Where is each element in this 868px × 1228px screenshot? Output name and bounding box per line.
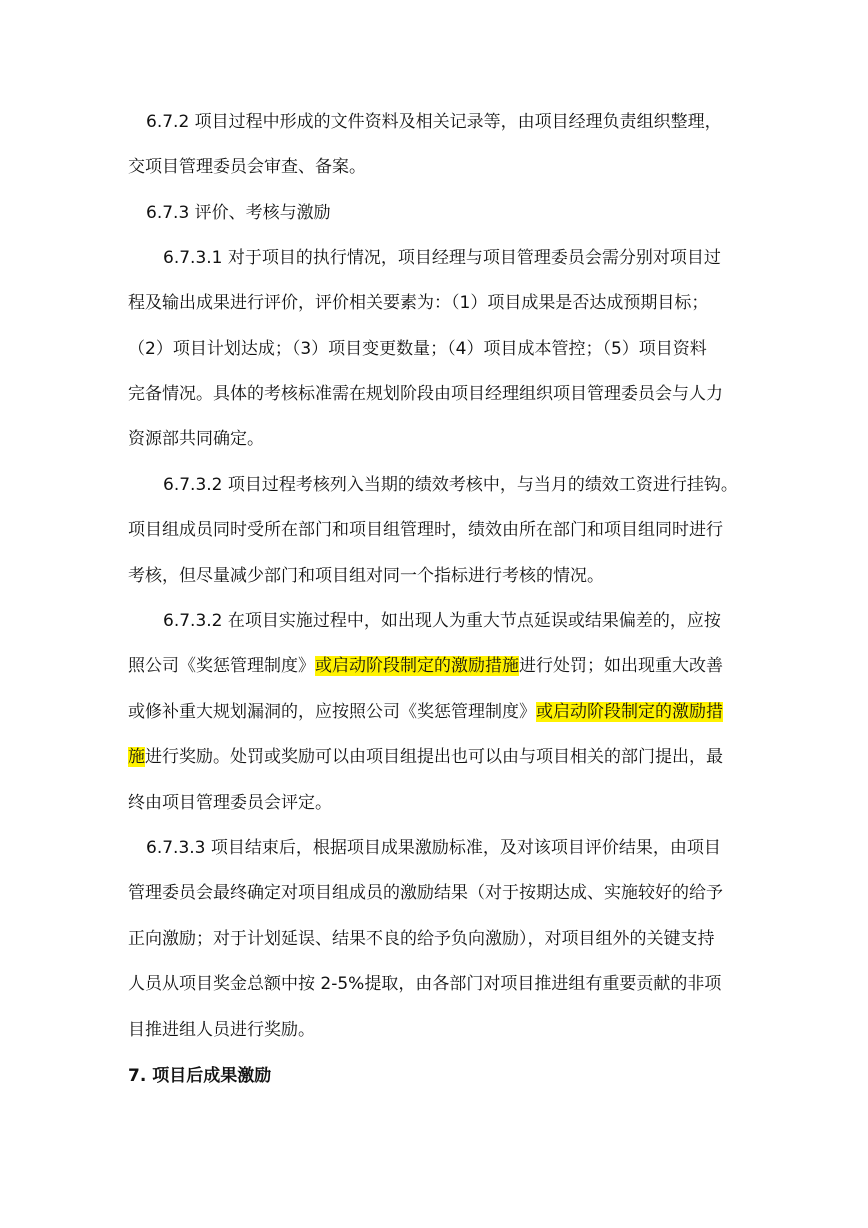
text-line xyxy=(128,155,366,179)
text-segment: （2）项目计划达成；（3）项目变更数量；（4）项目成本管控；（5）项目资料 xyxy=(128,339,707,359)
text-segment: 6.7.3 评价、考核与激励 xyxy=(146,203,331,223)
text-segment: 管理委员会最终确定对项目组成员的激励结果（对于按期达成、实施较好的给予 xyxy=(128,883,723,903)
text-line xyxy=(146,110,722,134)
text-line xyxy=(128,291,708,315)
highlighted-text: 或启动阶段制定的激励措 xyxy=(536,702,723,722)
text-segment: 考核，但尽量减少部门和项目组对同一个指标进行考核的情况。 xyxy=(128,566,604,586)
text-segment: 终由项目管理委员会评定。 xyxy=(128,793,332,813)
text-line xyxy=(163,473,738,497)
highlighted-text: 或启动阶段制定的激励措施 xyxy=(315,656,519,676)
text-segment: 6.7.3.1 对于项目的执行情况，项目经理与项目管理委员会需分别对项目过 xyxy=(163,248,721,268)
text-segment: 6.7.2 项目过程中形成的文件资料及相关记录等，由项目经理负责组织整理， xyxy=(146,112,722,132)
text-segment: 正向激励；对于计划延误、结果不良的给予负向激励），对项目组外的关键支持 xyxy=(128,929,715,949)
text-line xyxy=(128,564,604,588)
text-line xyxy=(128,1018,315,1042)
text-line xyxy=(163,609,721,633)
text-line xyxy=(128,881,723,905)
text-line xyxy=(128,972,721,996)
text-line xyxy=(128,382,723,406)
text-line xyxy=(128,337,707,361)
text-segment: 6.7.3.3 项目结束后，根据项目成果激励标准，及对该项目评价结果，由项目 xyxy=(146,838,721,858)
text-line xyxy=(128,700,723,724)
text-line xyxy=(128,745,723,769)
text-line xyxy=(128,427,264,451)
text-segment: 6.7.3.2 项目过程考核列入当期的绩效考核中，与当月的绩效工资进行挂钩。 xyxy=(163,475,738,495)
text-segment: 目推进组人员进行奖励。 xyxy=(128,1020,315,1040)
text-line xyxy=(146,836,721,860)
text-segment: 资源部共同确定。 xyxy=(128,429,264,449)
text-segment: 照公司《奖惩管理制度》 xyxy=(128,656,315,676)
text-line xyxy=(128,518,723,542)
text-line xyxy=(128,654,723,678)
text-segment: 人员从项目奖金总额中按 2-5%提取，由各部门对项目推进组有重要贡献的非项 xyxy=(128,974,722,994)
text-segment: 程及输出成果进行评价，评价相关要素为：（1）项目成果是否达成预期目标； xyxy=(128,293,709,313)
text-segment: 进行处罚；如出现重大改善 xyxy=(519,656,723,676)
text-line xyxy=(146,201,331,225)
text-segment: 交项目管理委员会审查、备案。 xyxy=(128,157,366,177)
text-line xyxy=(163,246,721,270)
text-line xyxy=(128,791,332,815)
text-segment: 6.7.3.2 在项目实施过程中，如出现人为重大节点延误或结果偏差的，应按 xyxy=(163,611,721,631)
text-line xyxy=(128,927,715,951)
section-heading xyxy=(128,1064,271,1088)
text-segment: 或修补重大规划漏洞的，应按照公司《奖惩管理制度》 xyxy=(128,702,536,722)
text-segment: 进行奖励。处罚或奖励可以由项目组提出也可以由与项目相关的部门提出，最 xyxy=(145,747,723,767)
text-segment: 完备情况。具体的考核标准需在规划阶段由项目经理组织项目管理委员会与人力 xyxy=(128,384,723,404)
highlighted-text: 施 xyxy=(128,747,145,767)
text-segment: 项目组成员同时受所在部门和项目组管理时，绩效由所在部门和项目组同时进行 xyxy=(128,520,723,540)
heading-text: 7. 项目后成果激励 xyxy=(128,1066,272,1086)
